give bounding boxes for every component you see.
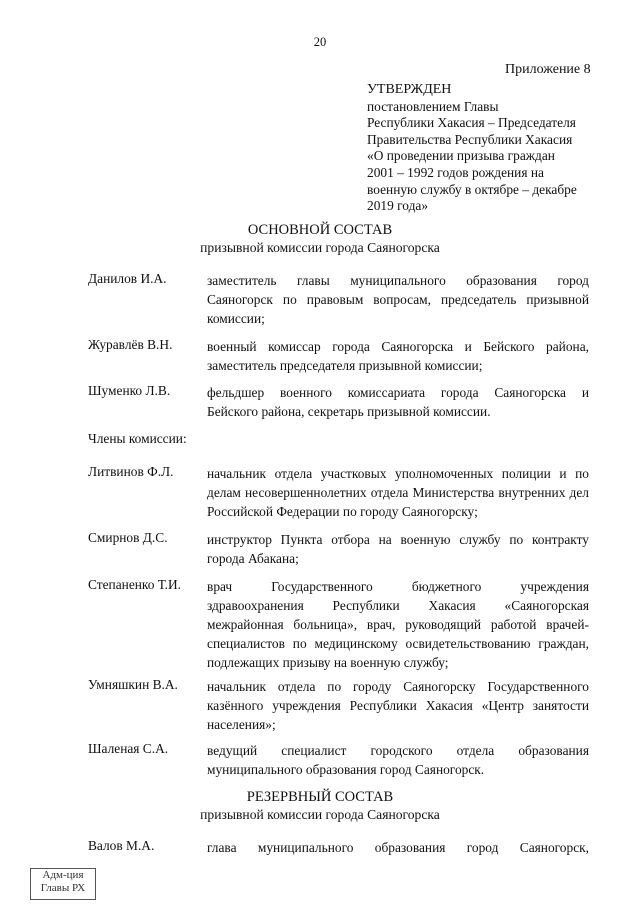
reserve-section-title: РЕЗЕРВНЫЙ СОСТАВ <box>246 789 394 805</box>
position-line: заместитель главы муниципального образования город <box>207 273 589 288</box>
approval-line: Республики Хакасия – Председателя <box>367 115 576 131</box>
position-line: врач Государственного бюджетного учреждения <box>207 579 589 594</box>
member-name: Умняшкин В.А. <box>88 677 178 692</box>
position-line: казённого учреждения Республики Хакасия «Центр занятости <box>207 698 589 713</box>
member-name: Данилов И.А. <box>88 271 167 286</box>
position-line: здравоохранения Республики Хакасия «Саяногорская <box>207 598 589 613</box>
approval-line: 2001 – 1992 годов рождения на <box>367 164 544 180</box>
approval-heading: УТВЕРЖДЕН <box>367 82 452 97</box>
member-name: Шаленая С.А. <box>88 741 169 756</box>
position-line: глава муниципального образования город Саяногорск, <box>207 840 589 855</box>
member-name: Шуменко Л.В. <box>88 383 171 398</box>
approval-line: 2019 года» <box>367 198 429 214</box>
stamp-line: Главы РХ <box>40 882 86 894</box>
member-name: Смирнов Д.С. <box>88 530 168 545</box>
position-line: города Абакана; <box>207 551 299 566</box>
member-position <box>207 530 589 568</box>
approval-line: Правительства Республики Хакасия <box>367 131 573 147</box>
position-line: Бейского района, секретарь призывной комиссии. <box>207 404 491 419</box>
page-number: 20 <box>313 35 327 49</box>
position-line: межрайонная больница», врач, руководящий работой врачей- <box>207 617 589 632</box>
appendix-label: Приложение 8 <box>505 62 591 77</box>
member-position <box>207 741 589 779</box>
member-name: Журавлёв В.Н. <box>88 337 173 352</box>
approval-block <box>367 82 602 215</box>
position-line: делам несовершеннолетних отдела Министерства внутренних дел <box>207 485 589 500</box>
member-position <box>207 677 589 734</box>
position-line: комиссии; <box>207 311 265 326</box>
position-line: Саяногорск по правовым вопросам, председатель призывной <box>207 292 589 307</box>
approval-line: военную службу в октябре – декабре <box>367 181 577 197</box>
member-position <box>207 577 589 672</box>
member-name: Литвинов Ф.Л. <box>88 464 174 479</box>
position-line: Российской Федерации по городу Саяногорску; <box>207 504 478 519</box>
member-name: Валов М.А. <box>88 838 155 853</box>
position-line: начальник отдела участковых уполномоченных полиции и по <box>207 466 589 481</box>
approval-line: постановлением Главы <box>367 98 499 114</box>
reserve-section-subtitle: призывной комиссии города Саяногорска <box>200 807 440 822</box>
position-line: муниципального образования город Саяногорск. <box>207 762 485 777</box>
position-line: военный комиссар города Саяногорска и Бейского района, <box>207 339 589 354</box>
member-name: Степаненко Т.И. <box>88 577 182 592</box>
member-position <box>207 838 589 857</box>
member-position <box>207 337 589 375</box>
position-line: ведущий специалист городского отдела образования <box>207 743 589 758</box>
member-position <box>207 271 589 328</box>
position-line: фельдшер военного комиссариата города Саяногорска и <box>207 385 589 400</box>
stamp-line: Адм-ция <box>42 869 84 881</box>
approval-line: «О проведении призыва граждан <box>367 148 555 164</box>
registration-stamp <box>30 868 96 900</box>
members-label: Члены комиссии: <box>88 431 187 446</box>
main-section-subtitle: призывной комиссии города Саяногорска <box>200 240 440 255</box>
member-position <box>207 383 589 421</box>
position-line: населения»; <box>207 717 276 732</box>
position-line: специалистов по медицинскому освидетельствованию граждан, <box>207 636 589 651</box>
position-line: заместитель председателя призывной комиссии; <box>207 358 483 373</box>
position-line: начальник отдела по городу Саяногорску Государственного <box>207 679 589 694</box>
position-line: инструктор Пункта отбора на военную службу по контракту <box>207 532 589 547</box>
main-section-title: ОСНОВНОЙ СОСТАВ <box>247 222 393 238</box>
position-line: подлежащих призыву на военную службу; <box>207 655 449 670</box>
member-position <box>207 464 589 521</box>
